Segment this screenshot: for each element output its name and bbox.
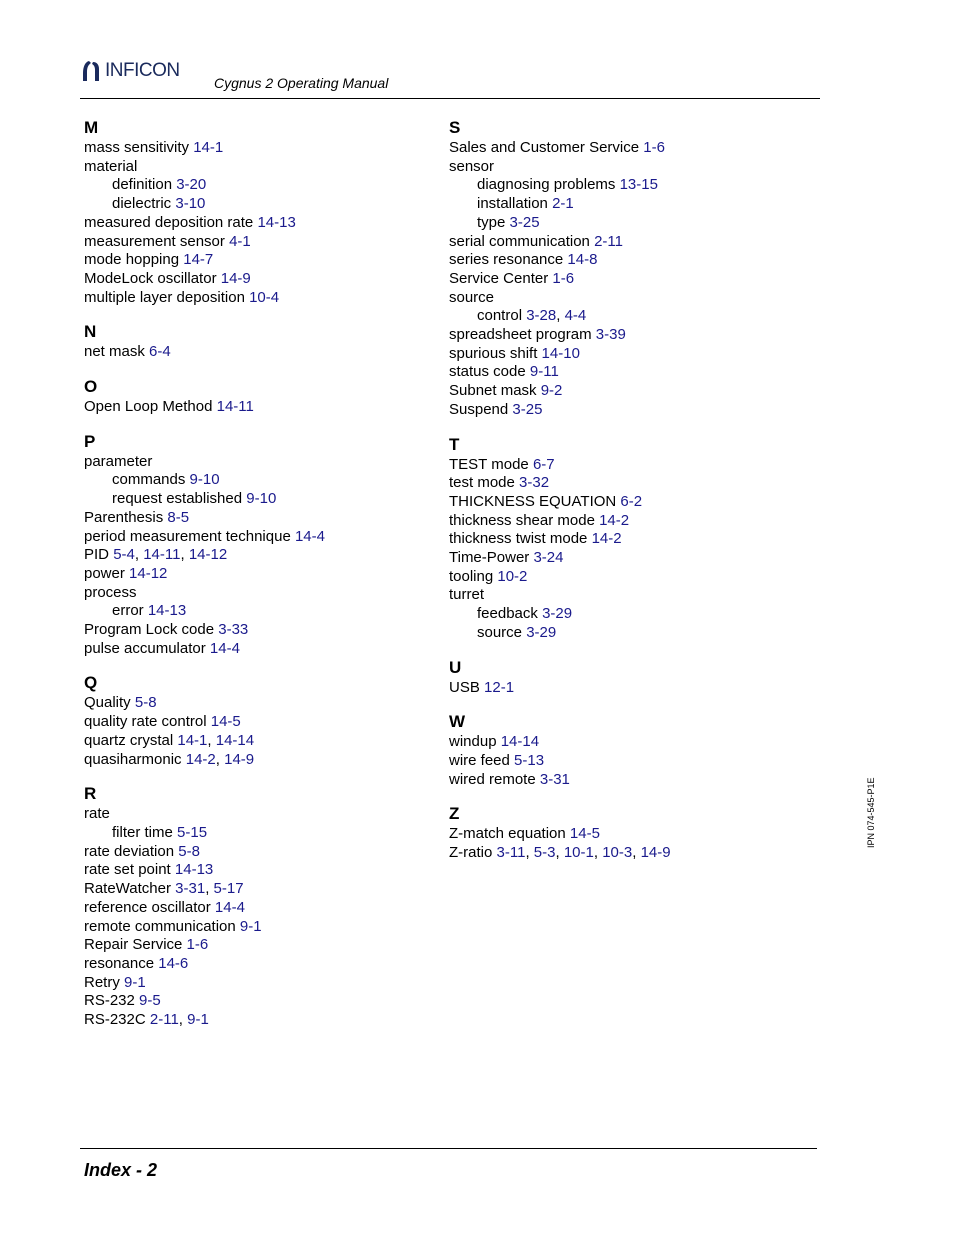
- page-ref-link[interactable]: 14-5: [210, 713, 241, 731]
- index-term: rate deviation: [84, 842, 175, 860]
- index-entry: [449, 251, 809, 270]
- index-term: spreadsheet program: [449, 326, 592, 344]
- page-ref-link[interactable]: 3-39: [595, 326, 626, 344]
- page-ref-link[interactable]: 9-1: [187, 1011, 209, 1029]
- index-term: multiple layer deposition: [84, 288, 245, 306]
- page-ref-link[interactable]: 14-7: [183, 251, 214, 269]
- index-section-w: [449, 712, 809, 789]
- index-entry: [449, 493, 809, 512]
- index-term: Quality: [84, 694, 131, 712]
- index-term: Suspend: [449, 400, 509, 418]
- page-ref-link[interactable]: 10-1: [563, 844, 594, 862]
- index-entry: [449, 289, 809, 308]
- index-entry: [84, 289, 444, 308]
- index-entry: [84, 251, 444, 270]
- page-ref-link[interactable]: 5-13: [514, 751, 545, 769]
- index-term: RateWatcher: [84, 880, 171, 898]
- index-term: diagnosing problems: [477, 176, 616, 194]
- index-term: PID: [84, 546, 110, 564]
- index-term: dielectric: [112, 195, 172, 213]
- index-letter-heading: O: [84, 377, 98, 397]
- page-ref-link[interactable]: 6-7: [532, 455, 555, 473]
- index-letter-heading: R: [84, 784, 97, 804]
- index-section-o: [84, 377, 444, 417]
- page-ref-link[interactable]: 13-15: [619, 176, 658, 194]
- index-term: control: [477, 307, 523, 325]
- index-term: turret: [449, 586, 485, 604]
- page-ref-link[interactable]: 2-1: [552, 195, 574, 213]
- index-term: source: [449, 288, 495, 306]
- index-subentry: [449, 624, 809, 643]
- index-term: quality rate control: [84, 713, 207, 731]
- index-term: reference oscillator: [84, 898, 211, 916]
- index-term: wire feed: [449, 751, 510, 769]
- page-ref-link[interactable]: 14-14: [215, 731, 255, 749]
- index-entry: [449, 549, 809, 568]
- index-entry: [84, 974, 444, 993]
- index-term: Z-match equation: [449, 825, 566, 843]
- index-letter-heading: S: [449, 118, 461, 137]
- page-ref-link[interactable]: 14-2: [591, 530, 622, 548]
- page-ref-link[interactable]: 14-13: [174, 861, 214, 879]
- index-term: error: [112, 602, 144, 620]
- index-entry: [84, 936, 444, 955]
- index-entry: Z-ratio 3-11, 5-3, 10-1, 10-3, 14-9: [449, 844, 671, 862]
- index-entry: [449, 382, 809, 401]
- footer-rule: [80, 1148, 817, 1149]
- index-entry: [84, 453, 444, 472]
- index-term: Parenthesis: [84, 508, 164, 526]
- index-entry: [84, 640, 444, 659]
- page-ref-link[interactable]: 5-4: [113, 546, 135, 564]
- page-ref-link[interactable]: 10-4: [249, 288, 280, 306]
- index-term: quartz crystal: [84, 731, 174, 749]
- page-ref-link[interactable]: 3-32: [519, 474, 550, 492]
- index-section-r: [84, 784, 444, 1029]
- index-term: Subnet mask: [449, 382, 537, 400]
- ipn-code: IPN 074-545-P1E: [866, 777, 876, 848]
- page-ref-link[interactable]: 4-4: [564, 307, 587, 325]
- index-entry: [449, 679, 809, 698]
- index-letter-heading: U: [449, 657, 462, 677]
- index-term: status code: [449, 363, 526, 381]
- index-term: rate: [84, 805, 110, 823]
- index-term: measured deposition rate: [84, 213, 254, 231]
- page-ref-link[interactable]: 2-11: [594, 232, 623, 250]
- page-ref-link[interactable]: 14-5: [569, 825, 600, 843]
- index-term: RS-232C: [84, 1011, 146, 1029]
- page-ref-link[interactable]: 9-10: [246, 490, 277, 508]
- index-term: parameter: [84, 452, 153, 470]
- index-subentry: [84, 490, 444, 509]
- index-term: thickness shear mode: [449, 511, 595, 529]
- page-ref-link[interactable]: 3-11: [496, 844, 526, 862]
- page-ref-link[interactable]: 3-25: [512, 400, 543, 418]
- index-entry: PID 5-4, 14-11, 14-12: [84, 546, 228, 564]
- page-ref-link[interactable]: 14-9: [224, 750, 255, 768]
- index-entry: [449, 233, 809, 252]
- page-ref-link[interactable]: 9-1: [124, 973, 146, 991]
- index-column-left: [84, 118, 444, 1045]
- index-entry: [84, 843, 444, 862]
- index-entry: [449, 733, 809, 752]
- header-rule: [80, 98, 820, 99]
- index-term: remote communication: [84, 917, 236, 935]
- index-entry: [84, 861, 444, 880]
- index-term: Program Lock code: [84, 621, 215, 639]
- index-term: Z-ratio: [449, 844, 493, 862]
- index-term: process: [84, 583, 137, 601]
- page-ref-link[interactable]: 10-2: [497, 567, 528, 585]
- index-entry: [84, 565, 444, 584]
- index-letter-heading: N: [84, 322, 97, 342]
- page-ref-link[interactable]: 9-11: [529, 363, 559, 381]
- index-entry: [84, 398, 444, 417]
- page-ref-link[interactable]: 3-10: [175, 195, 206, 213]
- index-entry: [84, 621, 444, 640]
- page-ref-link[interactable]: 14-8: [567, 251, 598, 269]
- index-subentry: control 3-28, 4-4: [477, 307, 587, 325]
- page-ref-link[interactable]: 3-29: [542, 605, 573, 623]
- index-term: mass sensitivity: [84, 139, 190, 156]
- index-section-z: [449, 804, 809, 862]
- page-ref-link[interactable]: 5-8: [178, 842, 200, 860]
- index-term: USB: [449, 678, 480, 696]
- index-term: Time-Power: [449, 549, 530, 567]
- index-term: Retry: [84, 973, 120, 991]
- index-subentry: [449, 176, 809, 195]
- index-entry: [84, 899, 444, 918]
- index-term: Service Center: [449, 269, 549, 287]
- page-ref-link[interactable]: 14-12: [129, 564, 168, 582]
- page-ref-link[interactable]: 3-33: [218, 621, 249, 639]
- index-letter-heading: P: [84, 431, 96, 451]
- index-section-t: [449, 435, 809, 643]
- index-subentry: [84, 195, 444, 214]
- index-term: ModeLock oscillator: [84, 269, 217, 287]
- index-term: pulse accumulator: [84, 639, 206, 657]
- page-ref-link[interactable]: 14-9: [640, 844, 671, 862]
- index-entry: RateWatcher 3-31, 5-17: [84, 880, 244, 898]
- index-entry: RS-232C 2-11, 9-1: [84, 1011, 209, 1029]
- index-entry: [449, 474, 809, 493]
- page-ref-link[interactable]: 14-6: [158, 954, 189, 972]
- index-entry: [449, 158, 809, 177]
- page-ref-link[interactable]: 3-28: [526, 307, 557, 325]
- page-ref-link[interactable]: 14-4: [209, 639, 240, 657]
- index-entry: [84, 584, 444, 603]
- page-ref-link[interactable]: 14-10: [541, 344, 580, 362]
- index-term: feedback: [477, 605, 538, 623]
- index-term: resonance: [84, 954, 155, 972]
- inficon-swoosh-icon: [80, 59, 102, 83]
- index-entry: [84, 509, 444, 528]
- index-subentry: [449, 195, 809, 214]
- page-ref-link[interactable]: 9-5: [139, 992, 161, 1010]
- page-ref-link[interactable]: 5-15: [177, 823, 208, 841]
- index-term: material: [84, 157, 138, 175]
- page-ref-link[interactable]: 14-4: [214, 898, 245, 916]
- index-entry: [449, 586, 809, 605]
- index-subentry: [84, 602, 444, 621]
- index-entry: [449, 345, 809, 364]
- index-term: Open Loop Method: [84, 398, 213, 416]
- page-ref-link[interactable]: 14-12: [188, 546, 228, 564]
- page-ref-link[interactable]: 1-6: [643, 139, 665, 156]
- page-ref-link[interactable]: 8-5: [167, 508, 190, 526]
- index-entry: [449, 326, 809, 345]
- index-term: quasiharmonic: [84, 750, 182, 768]
- index-term: tooling: [449, 567, 494, 585]
- index-column-right: [449, 118, 809, 878]
- page-ref-link[interactable]: 6-2: [620, 492, 643, 510]
- index-subentry: [84, 176, 444, 195]
- index-subentry: [84, 824, 444, 843]
- index-entry: [84, 992, 444, 1011]
- index-entry: [449, 568, 809, 587]
- index-entry: [449, 456, 809, 475]
- page-ref-link[interactable]: 14-9: [220, 269, 251, 287]
- page-label: Index - 2: [84, 1160, 158, 1180]
- page-ref-link[interactable]: 14-13: [147, 602, 187, 620]
- page-ref-link[interactable]: 3-24: [533, 549, 564, 567]
- index-term: power: [84, 564, 125, 582]
- page-ref-link[interactable]: 14-13: [257, 213, 296, 231]
- index-term: spurious shift: [449, 344, 538, 362]
- index-entry: [449, 139, 809, 158]
- page-ref-link[interactable]: 9-1: [239, 917, 262, 935]
- page-ref-link[interactable]: 1-6: [186, 936, 209, 954]
- page-ref-link[interactable]: 3-25: [509, 213, 540, 231]
- index-term: rate set point: [84, 861, 171, 879]
- index-entry: [84, 918, 444, 937]
- index-entry: [84, 233, 444, 252]
- index-entry: [84, 805, 444, 824]
- index-term: windup: [449, 733, 497, 751]
- index-term: RS-232: [84, 992, 135, 1010]
- inficon-logo: [80, 58, 180, 84]
- page-ref-link[interactable]: 6-4: [149, 343, 171, 361]
- index-term: test mode: [449, 474, 515, 492]
- index-term: thickness twist mode: [449, 530, 588, 548]
- index-entry: [449, 270, 809, 289]
- index-letter-heading: W: [449, 712, 466, 732]
- index-term: source: [477, 623, 523, 641]
- page-ref-link[interactable]: 5-17: [213, 880, 244, 898]
- index-entry: [449, 530, 809, 549]
- index-term: definition: [112, 176, 173, 194]
- index-subentry: [449, 605, 809, 624]
- index-term: Repair Service: [84, 936, 183, 954]
- page-ref-link[interactable]: 2-11: [149, 1011, 179, 1029]
- page-ref-link[interactable]: 14-1: [177, 731, 208, 749]
- brand-name: INFICON: [105, 60, 180, 81]
- page-ref-link[interactable]: 14-1: [193, 139, 224, 156]
- index-term: installation: [477, 195, 548, 213]
- page-ref-link[interactable]: 3-20: [176, 176, 207, 194]
- index-section-n: [84, 322, 444, 362]
- index-section-s: [449, 118, 809, 420]
- page-ref-link[interactable]: 14-2: [185, 750, 216, 768]
- index-entry: [84, 270, 444, 289]
- index-entry: [84, 528, 444, 547]
- index-entry: [449, 363, 809, 382]
- index-subentry: [449, 214, 809, 233]
- index-entry: [84, 955, 444, 974]
- index-entry: [84, 713, 444, 732]
- index-entry: [84, 139, 444, 158]
- index-entry: [449, 512, 809, 531]
- page-ref-link[interactable]: 1-6: [552, 269, 575, 287]
- index-entry: [84, 694, 444, 713]
- index-term: sensor: [449, 157, 495, 175]
- index-term: period measurement technique: [84, 527, 291, 545]
- index-term: Sales and Customer Service: [449, 139, 640, 156]
- index-subentry: [84, 471, 444, 490]
- page-ref-link[interactable]: 12-1: [484, 678, 515, 696]
- index-term: wired remote: [449, 770, 536, 788]
- page-ref-link[interactable]: 14-4: [294, 527, 325, 545]
- page-ref-link[interactable]: 10-3: [602, 844, 633, 862]
- page-ref-link[interactable]: 9-10: [189, 471, 220, 489]
- index-section-m: [84, 118, 444, 307]
- index-term: TEST mode: [449, 455, 529, 473]
- index-letter-heading: T: [449, 434, 460, 454]
- page-ref-link[interactable]: 5-3: [533, 844, 556, 862]
- index-entry: quasiharmonic 14-2, 14-9: [84, 750, 255, 768]
- index-section-u: [449, 658, 809, 698]
- manual-title: Cygnus 2 Operating Manual: [214, 75, 389, 91]
- page-ref-link[interactable]: 14-11: [143, 546, 181, 564]
- index-term: measurement sensor: [84, 232, 225, 250]
- index-entry: [84, 343, 444, 362]
- index-term: series resonance: [449, 251, 564, 269]
- index-section-q: [84, 673, 444, 769]
- page-ref-link[interactable]: 14-11: [216, 398, 254, 416]
- index-term: type: [477, 213, 506, 231]
- index-entry: [449, 752, 809, 771]
- page-ref-link[interactable]: 3-31: [175, 880, 206, 898]
- index-term: mode hopping: [84, 251, 180, 269]
- index-entry: [84, 214, 444, 233]
- index-term: commands: [112, 471, 186, 489]
- page-ref-link[interactable]: 14-2: [599, 511, 630, 529]
- index-term: request established: [112, 490, 243, 508]
- index-entry: quartz crystal 14-1, 14-14: [84, 731, 255, 749]
- page-ref-link[interactable]: 3-29: [526, 623, 557, 641]
- page-ref-link[interactable]: 3-31: [539, 770, 570, 788]
- page-ref-link[interactable]: 5-8: [134, 694, 157, 712]
- index-letter-heading: M: [84, 118, 99, 137]
- index-entry: [449, 825, 809, 844]
- index-term: serial communication: [449, 232, 590, 250]
- index-term: THICKNESS EQUATION: [449, 492, 617, 510]
- index-section-p: [84, 432, 444, 659]
- page-ref-link[interactable]: 14-14: [500, 733, 540, 751]
- index-entry: [449, 771, 809, 790]
- index-letter-heading: Q: [84, 673, 98, 693]
- page-ref-link[interactable]: 4-1: [229, 232, 251, 250]
- index-entry: [449, 401, 809, 420]
- index-entry: [84, 158, 444, 177]
- index-term: filter time: [112, 823, 173, 841]
- page-ref-link[interactable]: 9-2: [540, 382, 563, 400]
- index-term: net mask: [84, 343, 145, 361]
- index-letter-heading: Z: [449, 804, 460, 824]
